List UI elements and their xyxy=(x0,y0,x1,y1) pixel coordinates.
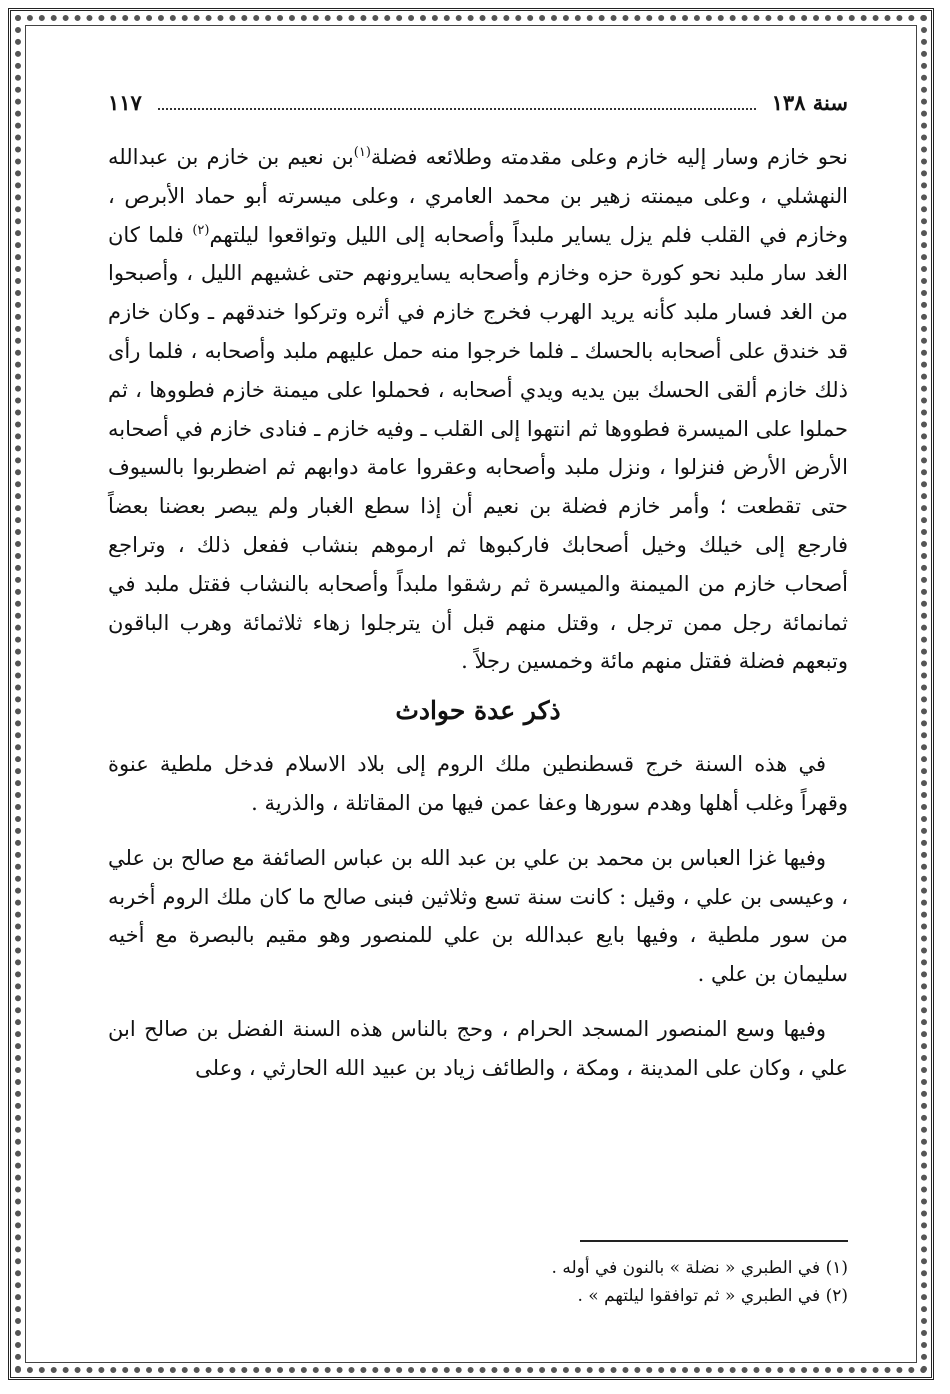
paragraph-gap xyxy=(108,823,848,839)
section-heading: ذكر عدة حوادث xyxy=(395,696,561,726)
footnote-1: (١) في الطبري « نضلة » بالنون في أوله . xyxy=(551,1258,848,1278)
paragraph-1-text-a: نحو خازم وسار إليه خازم وعلى مقدمته وطلائعه فضلة xyxy=(370,145,849,169)
page-number: ١١٧ xyxy=(108,90,142,115)
running-header xyxy=(108,90,848,120)
footnote-2: (٢) في الطبري « ثم توافقوا ليلتهم » . xyxy=(577,1286,848,1306)
paragraph-1-text-c: فلما كان الغد سار ملبد نحو كورة حزه وخازم وأصحابه يسايرونهم حتى غشيهم الليل ، وأصبحوا من الغد فسار ملبد كأنه يريد الهرب فخرج خازم في أثره وتركوا خندقهم ـ وكان خازم قد خندق على أصحابه بالحسك ـ فلما خرجوا منه حمل عليهم ملبد وأصحابه ، فلما رأى ذلك خازم ألقى الحسك بين يديه ويدي أصحابه ، فحملوا على ميمنة خازم فطووها ، ثم حملوا على الميسرة فطووها ثم انتهوا إلى القلب ـ وفيه خازم ـ فنادى خازم في أصحابه الأرض الأرض فنزلوا ، ونزل ملبد وأصحابه وعقروا عامة دوابهم ثم اضطربوا بالسيوف حتى تقطعت ؛ وأمر خازم فضلة بن نعيم أن إذا سطع الغبار ولم يبصر بعضنا بعضاً فارجع إلى خيلك وخيل أصحابك فاركبوها ثم ارموهم بنشاب ففعل ذلك ، وتراجع أصحاب خازم من الميمنة والميسرة ثم رشقوا ملبداً وأصحابه بالنشاب فقتل ملبد في ثمانمائة رجل ممن ترجل ، وقتل منهم قبل أن يترجلوا زهاء ثلاثمائة وهرب الباقون وتبعهم فضلة فقتل منهم مائة وخمسين رجلاً . xyxy=(108,222,848,674)
paragraph-1-text-b: بن نعيم بن خازم بن عبدالله النهشلي ، وعلى ميمنته زهير بن محمد العامري ، وعلى ميسرته أبو حماد الأبرص ، وخازم في القلب فلم يزل يساير ملبداً وأصحابه إلى الليل وتواقعوا ليلتهم xyxy=(108,145,848,247)
paragraph-1 xyxy=(108,138,848,681)
year-label: سنة ١٣٨ xyxy=(771,90,848,115)
footnotes xyxy=(108,1254,848,1310)
footnote-ref-1[interactable]: (١) xyxy=(353,145,371,160)
footnote-ref-2[interactable]: (٢) xyxy=(192,222,210,238)
footnote-separator xyxy=(580,1240,848,1242)
header-dotted-leader xyxy=(158,94,756,110)
paragraph-4: وفيها وسع المنصور المسجد الحرام ، وحج بالناس هذه السنة الفضل بن صالح ابن علي ، وكان على المدينة ، ومكة ، والطائف زياد بن عبيد الله الحارثي ، وعلى xyxy=(108,1016,848,1080)
paragraph-2: في هذه السنة خرج قسطنطين ملك الروم إلى بلاد الاسلام فدخل ملطية عنوة وقهراً وغلب أهلها وهدم سورها وعفا عمن فيها من المقاتلة ، والذرية . xyxy=(108,752,848,815)
paragraph-3: وفيها غزا العباس بن محمد بن علي بن عبد الله بن عباس الصائفة مع صالح بن علي ، وعيسى بن علي ، وقيل : كانت سنة تسع وثلاثين فبنى صالح ما كان ملك الروم أخربه من سور ملطية ، وفيها بايع عبدالله بن علي للمنصور وهو مقيم بالبصرة مع أخيه سليمان بن علي . xyxy=(108,845,848,987)
paragraph-gap xyxy=(108,994,848,1010)
page-content xyxy=(108,90,848,1088)
